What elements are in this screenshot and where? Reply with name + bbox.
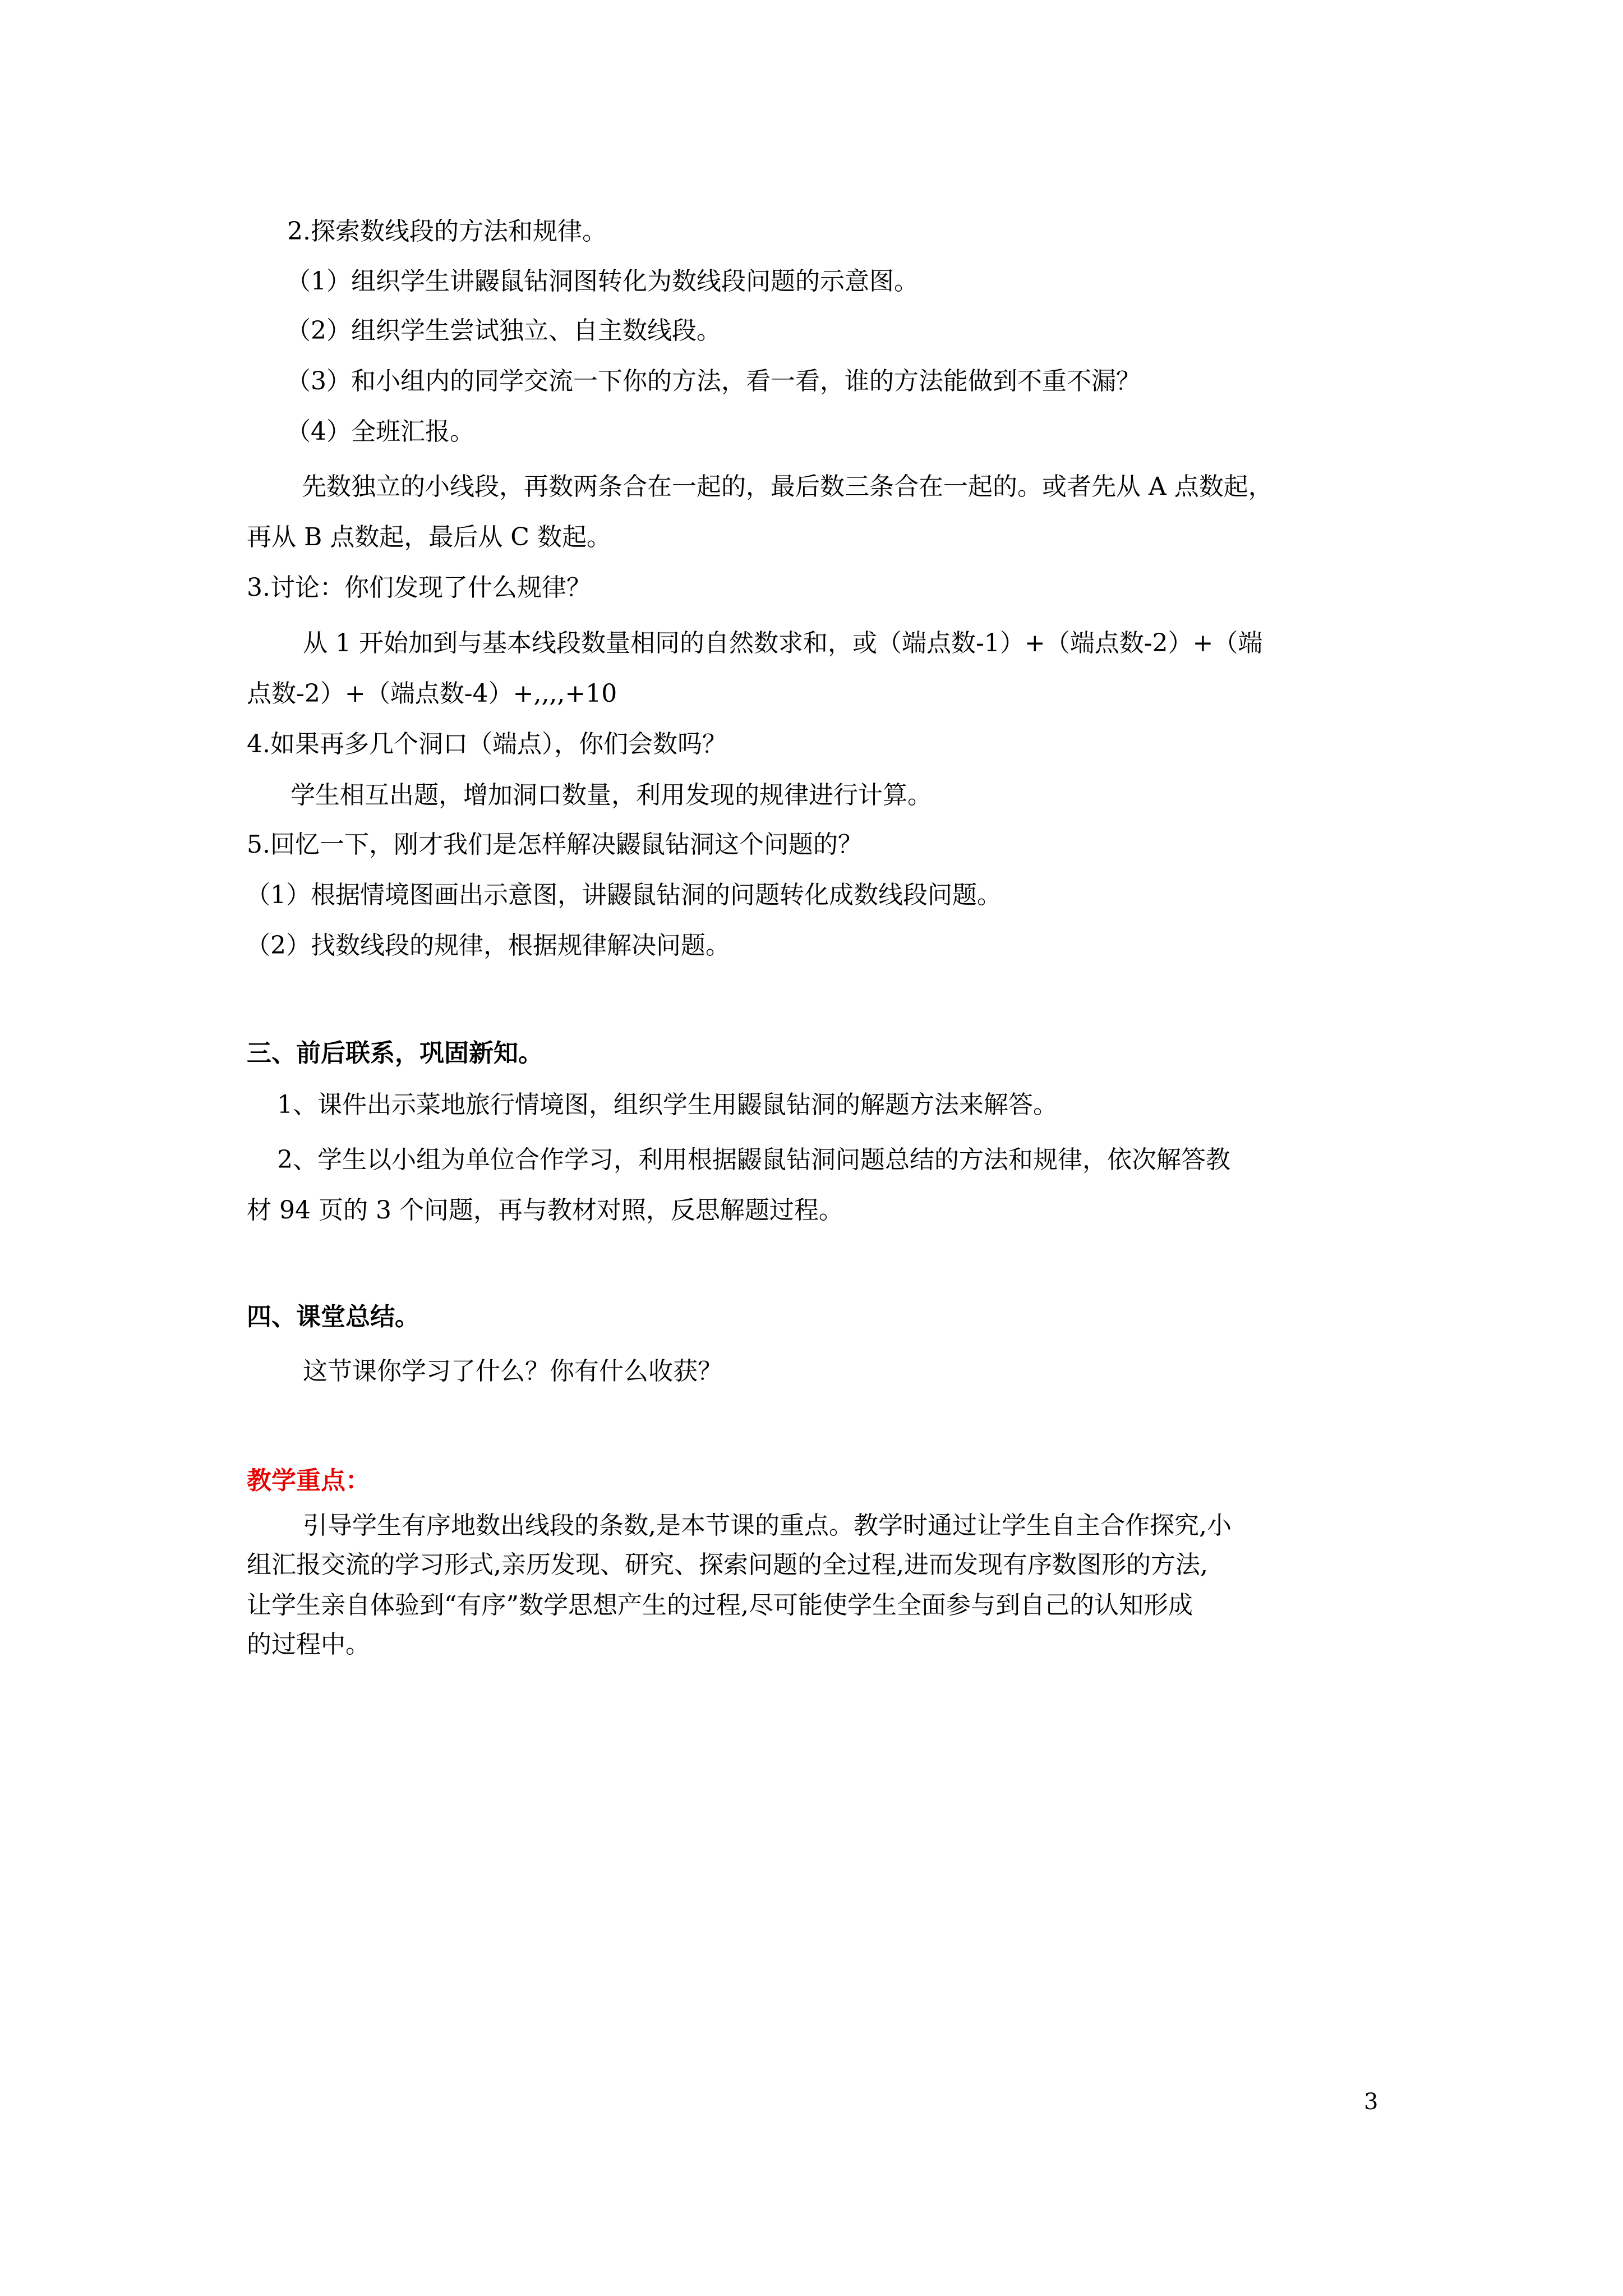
item5-step1: （1）根据情境图画出示意图，讲鼹鼠钻洞的问题转化成数线段问题。 <box>246 881 1002 909</box>
item3-title: 3.讨论：你们发现了什么规律？ <box>247 573 591 602</box>
section3-item2-line2: 材 94 页的 3 个问题，再与教材对照，反思解题过程。 <box>247 1196 843 1225</box>
step3-text: （3）和小组内的同学交流一下你的方法，看一看，谁的方法能做到不重不漏？ <box>286 367 1141 395</box>
step2-text: （2）组织学生尝试独立、自主数线段。 <box>286 316 721 345</box>
item4-title: 4.如果再多几个洞口（端点），你们会数吗？ <box>247 730 727 758</box>
key-points-line-4: 的过程中。 <box>247 1630 370 1659</box>
key-points-line-1: 引导学生有序地数出线段的条数,是本节课的重点。教学时通过让学生自主合作探究,小 <box>303 1511 1232 1540</box>
section4-heading: 四、课堂总结。 <box>247 1303 419 1331</box>
section3-heading: 三、前后联系，巩固新知。 <box>247 1039 543 1068</box>
item5-step2: （2）找数线段的规律，根据规律解决问题。 <box>246 931 730 960</box>
rule-line-2: 点数-2）+（端点数-4）+,,,,+10 <box>247 679 617 708</box>
key-points-line-2: 组汇报交流的学习形式,亲历发现、研究、探索问题的全过程,进而发现有序数图形的方法, <box>247 1550 1208 1579</box>
report-line-2: 再从 B 点数起，最后从 C 数起。 <box>247 523 611 551</box>
step1-text: （1）组织学生讲鼹鼠钻洞图转化为数线段问题的示意图。 <box>286 267 919 296</box>
section4-body: 这节课你学习了什么？你有什么收获？ <box>303 1357 722 1386</box>
key-points-heading: 教学重点： <box>247 1466 370 1495</box>
item2-title: 2.探索数线段的方法和规律。 <box>287 217 607 246</box>
item5-title: 5.回忆一下，刚才我们是怎样解决鼹鼠钻洞这个问题的？ <box>247 830 863 859</box>
page-number: 3 <box>1364 2089 1378 2115</box>
section3-item2-line1: 2、学生以小组为单位合作学习，利用根据鼹鼠钻洞问题总结的方法和规律，依次解答教 <box>277 1145 1230 1174</box>
rule-line-1: 从 1 开始加到与基本线段数量相同的自然数求和，或（端点数-1）+（端点数-2）+（端 <box>303 629 1263 657</box>
section3-item1: 1、课件出示菜地旅行情境图，组织学生用鼹鼠钻洞的解题方法来解答。 <box>277 1091 1058 1119</box>
step4-text: （4）全班汇报。 <box>286 417 474 446</box>
item4-body: 学生相互出题，增加洞口数量，利用发现的规律进行计算。 <box>291 781 932 809</box>
key-points-line-3: 让学生亲自体验到“有序”数学思想产生的过程,尽可能使学生全面参与到自己的认知形成 <box>247 1591 1193 1619</box>
report-line-1: 先数独立的小线段，再数两条合在一起的，最后数三条合在一起的。或者先从 A 点数起， <box>302 472 1273 501</box>
